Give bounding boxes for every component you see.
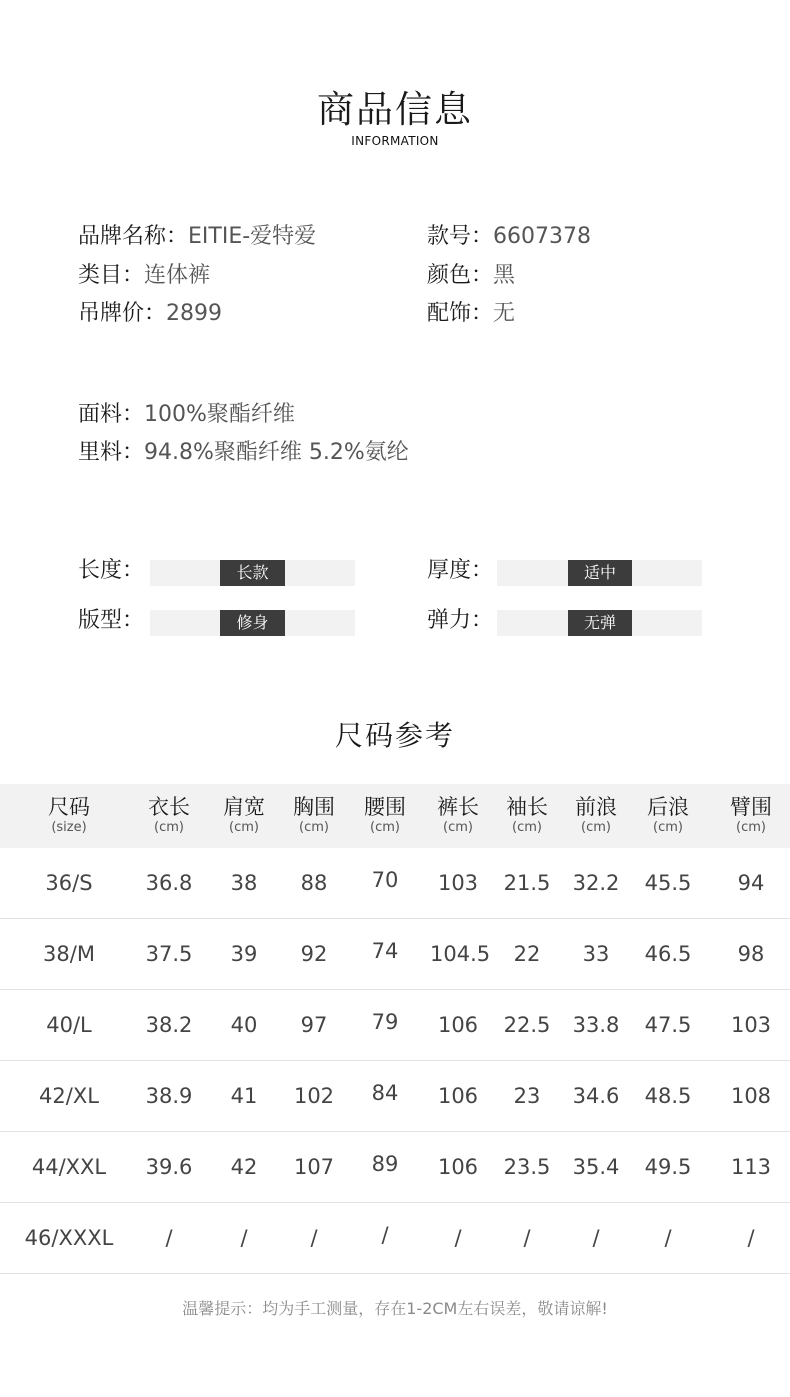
fabric-label: 面料： — [78, 402, 145, 427]
measurement-cell: 33.8 — [568, 990, 624, 1061]
brand-line — [78, 218, 316, 256]
measurement-cell: 102 — [288, 1061, 340, 1132]
thickness-selected-chip: 适中 — [568, 560, 632, 586]
measurement-cell: 107 — [288, 1132, 340, 1203]
size-chart-title: 尺码参考 — [334, 719, 455, 752]
color-line — [427, 257, 515, 295]
measurement-cell: 38.9 — [138, 1061, 200, 1132]
measurement-cell: 33 — [568, 919, 624, 990]
measurement-cell: 38.2 — [138, 990, 200, 1061]
elasticity-selected-chip: 无弹 — [568, 610, 632, 636]
measurement-cell: 41 — [200, 1061, 288, 1132]
measurement-cell: 47.5 — [624, 990, 712, 1061]
measurement-cell: 46.5 — [624, 919, 712, 990]
size-cell: 40/L — [0, 990, 138, 1061]
measurement-cell: 104.5 — [430, 919, 486, 990]
measurement-cell: / — [486, 1203, 568, 1274]
thickness-label: 厚度： — [427, 558, 494, 583]
thickness-attribute — [427, 557, 707, 595]
measurement-cell: 89 — [340, 1129, 430, 1200]
measurement-cell: / — [568, 1203, 624, 1274]
measurement-note: 温馨提示：均为手工测量，存在1-2CM左右误差，敬请谅解! — [182, 1299, 608, 1318]
accessory-label: 配饰： — [427, 301, 494, 326]
lining-value: 94.8%聚酯纤维 5.2%氨纶 — [144, 440, 409, 465]
category-line — [78, 257, 210, 295]
measurement-cell: 45.5 — [624, 848, 712, 919]
measurement-cell: 23 — [486, 1061, 568, 1132]
price-line — [78, 295, 222, 333]
measurement-cell: 40 — [200, 990, 288, 1061]
elasticity-attribute — [427, 607, 707, 645]
page-subtitle: INFORMATION — [351, 134, 439, 148]
style-no-value: 6607378 — [493, 224, 591, 249]
fit-attribute — [78, 607, 358, 645]
measurement-cell: 79 — [340, 987, 430, 1058]
measurement-cell: 113 — [712, 1132, 790, 1203]
measurement-cell: 35.4 — [568, 1132, 624, 1203]
measurement-cell: 88 — [288, 848, 340, 919]
accessory-value: 无 — [493, 301, 516, 326]
table-row — [0, 1132, 790, 1203]
measurement-cell: / — [624, 1203, 712, 1274]
measurement-cell: 22 — [486, 919, 568, 990]
table-row — [0, 990, 790, 1061]
brand-value: EITIE-爱特爱 — [188, 224, 317, 249]
lining-line — [78, 434, 409, 472]
measurement-cell: 92 — [288, 919, 340, 990]
header-sleeve: 袖长 (cm) — [486, 784, 568, 848]
price-label: 吊牌价： — [78, 301, 167, 326]
measurement-cell: 38 — [200, 848, 288, 919]
length-selected-chip: 长款 — [220, 560, 285, 586]
measurement-cell: 39.6 — [138, 1132, 200, 1203]
fabric-value: 100%聚酯纤维 — [144, 402, 295, 427]
table-row — [0, 1061, 790, 1132]
measurement-cell: 34.6 — [568, 1061, 624, 1132]
size-cell: 44/XXL — [0, 1132, 138, 1203]
measurement-cell: 94 — [712, 848, 790, 919]
header-front-rise: 前浪 (cm) — [568, 784, 624, 848]
brand-label: 品牌名称： — [78, 224, 189, 249]
size-cell: 42/XL — [0, 1061, 138, 1132]
header-back-rise: 后浪 (cm) — [624, 784, 712, 848]
header-size: 尺码 (size) — [0, 784, 138, 848]
measurement-cell: / — [138, 1203, 200, 1274]
measurement-cell: 74 — [340, 916, 430, 987]
measurement-cell: 106 — [430, 990, 486, 1061]
section-header — [0, 88, 790, 148]
size-cell: 46/XXXL — [0, 1203, 138, 1274]
measurement-cell: 23.5 — [486, 1132, 568, 1203]
header-pants-length: 裤长 (cm) — [430, 784, 486, 848]
measurement-cell: 106 — [430, 1132, 486, 1203]
lining-label: 里料： — [78, 440, 145, 465]
measurement-cell: 103 — [430, 848, 486, 919]
color-label: 颜色： — [427, 263, 494, 288]
header-shoulder: 肩宽 (cm) — [200, 784, 288, 848]
measurement-cell: 37.5 — [138, 919, 200, 990]
price-value: 2899 — [166, 301, 223, 326]
page-title: 商品信息 — [317, 88, 473, 131]
measurement-cell: / — [200, 1203, 288, 1274]
header-waist: 腰围 (cm) — [340, 784, 430, 848]
style-no-label: 款号： — [427, 224, 494, 249]
length-label: 长度： — [78, 558, 145, 583]
measurement-cell: 70 — [340, 845, 430, 916]
header-length: 衣长 (cm) — [138, 784, 200, 848]
elasticity-label: 弹力： — [427, 608, 494, 633]
measurement-cell: 48.5 — [624, 1061, 712, 1132]
table-row — [0, 919, 790, 990]
measurement-cell: / — [340, 1200, 430, 1271]
measurement-cell: / — [288, 1203, 340, 1274]
table-row — [0, 848, 790, 919]
measurement-cell: 36.8 — [138, 848, 200, 919]
measurement-cell: 49.5 — [624, 1132, 712, 1203]
measurement-cell: 22.5 — [486, 990, 568, 1061]
fabric-line — [78, 396, 295, 434]
measurement-cell: / — [712, 1203, 790, 1274]
header-arm: 臂围 (cm) — [712, 784, 790, 848]
measurement-cell: 108 — [712, 1061, 790, 1132]
size-cell: 36/S — [0, 848, 138, 919]
fit-label: 版型： — [78, 608, 145, 633]
accessory-line — [427, 295, 515, 333]
color-value: 黑 — [493, 263, 516, 288]
size-chart-table — [0, 784, 790, 1274]
table-row — [0, 1203, 790, 1274]
measurement-cell: / — [430, 1203, 486, 1274]
size-cell: 38/M — [0, 919, 138, 990]
measurement-cell: 32.2 — [568, 848, 624, 919]
category-label: 类目： — [78, 263, 145, 288]
measurement-cell: 97 — [288, 990, 340, 1061]
category-value: 连体裤 — [144, 263, 211, 288]
length-attribute — [78, 557, 358, 595]
style-no-line — [427, 218, 591, 256]
measurement-cell: 106 — [430, 1061, 486, 1132]
measurement-cell: 98 — [712, 919, 790, 990]
size-chart-header-row — [0, 784, 790, 848]
measurement-cell: 84 — [340, 1058, 430, 1129]
header-chest: 胸围 (cm) — [288, 784, 340, 848]
fit-selected-chip: 修身 — [220, 610, 285, 636]
measurement-cell: 21.5 — [486, 848, 568, 919]
measurement-cell: 103 — [712, 990, 790, 1061]
measurement-cell: 39 — [200, 919, 288, 990]
measurement-cell: 42 — [200, 1132, 288, 1203]
